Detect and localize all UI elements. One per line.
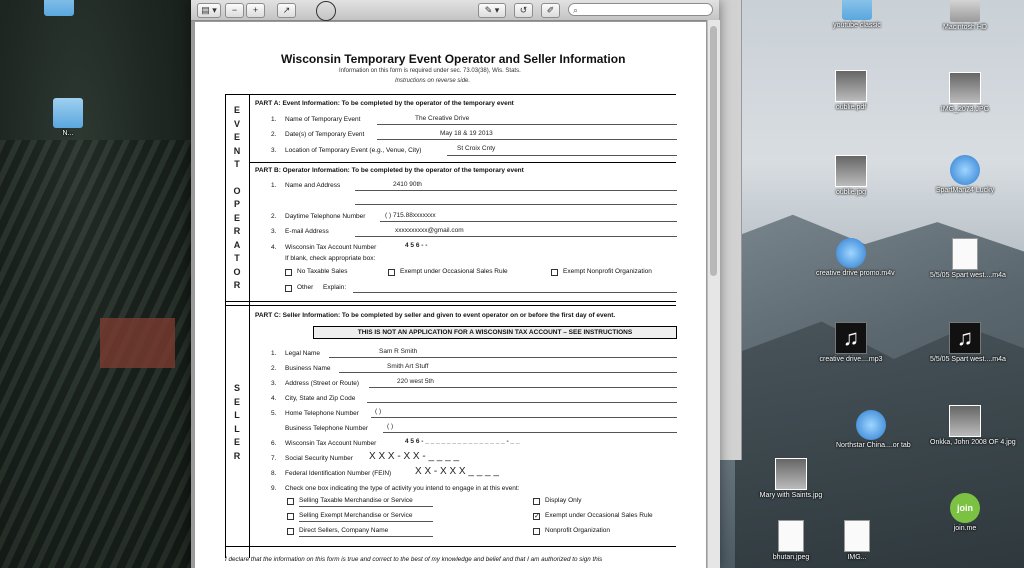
document-icon [844,520,870,552]
nonprofit-label: Exempt Nonprofit Organization [563,268,652,275]
home-phone-field[interactable]: ( ) [375,408,382,415]
rule [225,546,676,547]
field-number: 1. [271,116,277,123]
zip-icon [952,238,978,270]
desktop-icon-oublie-jpg[interactable]: oublie.jpg [816,155,886,197]
desktop-icon-folder-2[interactable]: N... [33,98,103,138]
business-name-field[interactable]: Smith Art Stuff [387,363,429,370]
folder-icon [842,0,872,20]
field-number: 3. [271,147,277,154]
rule [225,301,676,302]
fein-label: Federal Identification Number (FEIN) [285,470,392,477]
desktop-icon-oublie-pdf[interactable]: oublie.pdf [816,70,886,112]
field-number: 4. [271,244,277,251]
if-blank-label: If blank, check appropriate box: [285,255,376,262]
event-location-label: Location of Temporary Event (e.g., Venue, City) [285,147,422,154]
desktop-icon-creative-drive-promo[interactable]: creative drive promo.m4v [816,238,886,278]
nonprofit-organization-label: Nonprofit Organization [545,527,611,534]
operator-name-field[interactable]: 2410 90th [393,181,422,188]
preview-window [191,0,719,568]
explain-label: Explain: [323,284,347,291]
folder-icon [53,98,83,128]
ssn-label: Social Security Number [285,455,353,462]
no-taxable-sales-label: No Taxable Sales [297,268,348,275]
zoom-out-button[interactable]: − [225,3,244,18]
field-underline [339,372,677,373]
field-number: 2. [271,213,277,220]
field-number: 3. [271,228,277,235]
rule [225,94,676,95]
field-number: 1. [271,350,277,357]
annotate-button[interactable]: ✎ ▾ [478,3,506,18]
field-underline [377,139,677,140]
other-checkbox[interactable] [285,285,292,292]
operator-email-label: E-mail Address [285,228,329,235]
field-number: 7. [271,455,277,462]
form-instructions: Instructions on reverse side. [395,78,471,84]
business-name-label: Business Name [285,365,331,372]
join-me-icon: join [950,493,980,523]
event-name-field[interactable]: The Creative Drive [415,115,470,122]
field-underline [371,417,677,418]
field-underline [380,221,677,222]
field-number: 4. [271,395,277,402]
form-subtitle: Information on this form is required under sec. 73.03(38), Wis. Stats. [339,68,521,74]
not-application-banner: THIS IS NOT AN APPLICATION FOR A WISCONSIN TAX ACCOUNT – SEE INSTRUCTIONS [313,326,677,339]
taxable-merchandise-label: Selling Taxable Merchandise or Service [299,497,413,504]
field-number: 1. [271,182,277,189]
edit-button[interactable]: ✐ [541,3,560,18]
field-underline [353,292,677,293]
photo-icon [949,405,981,437]
sidebar-toggle-button[interactable]: ▤ ▾ [197,3,221,18]
checkmark-icon: ✓ [534,513,540,520]
field-number: 2. [271,131,277,138]
field-underline [367,402,677,403]
field-number: 2. [271,365,277,372]
desktop-icon-bhutan[interactable]: bhutan.jpeg [756,520,826,562]
nonprofit-checkbox[interactable] [551,269,558,276]
desktop-icon-mary-with-saints[interactable]: Mary with Saints.jpg [756,458,826,500]
taxable-merchandise-checkbox[interactable] [287,498,294,505]
desktop-icon-spart-west-m4a[interactable]: ♫ 5/5/05 Spart west....m4a [930,322,1000,364]
field-number: 9. [271,485,277,492]
display-only-label: Display Only [545,497,582,504]
form-title: Wisconsin Temporary Event Operator and Seller Information [281,52,626,66]
part-a-heading: PART A: Event Information: To be completed by the operator of the temporary event [255,100,514,107]
app-icon [950,155,980,185]
declaration-text: I declare that the information on this form is true and correct to the best of my knowledge and belief and that I am authorized to sign this [225,556,603,563]
field-underline [355,190,677,191]
occasional-sales-rule-label: Exempt under Occasional Sales Rule [545,512,653,519]
desktop-icon-folder[interactable] [24,0,94,18]
fein-field[interactable]: X X - X X X _ _ _ _ [415,466,499,477]
photo-icon [949,72,981,104]
music-icon: ♫ [835,322,867,354]
field-number: 8. [271,470,277,477]
photo-icon [775,458,807,490]
legal-name-field[interactable]: Sam R Smith [379,348,418,355]
desktop-icon-zip[interactable]: 5/5/05 Spart west....m4a [930,238,1000,280]
folder-icon [44,0,74,16]
desktop-icon-join-me[interactable]: join join.me [930,493,1000,533]
direct-sellers-checkbox[interactable] [287,528,294,535]
field-underline [377,124,677,125]
cursor-highlight [316,1,336,21]
operator-tax-field[interactable]: 4 5 6 - - [405,242,428,249]
desktop-icon-img-2073[interactable]: IMG_2073.JPG [930,72,1000,114]
exempt-merchandise-checkbox[interactable] [287,513,294,520]
field-number: 5. [271,410,277,417]
vertical-scrollbar[interactable] [707,20,720,568]
city-state-zip-label: City, State and Zip Code [285,395,356,402]
address-label: Address (Street or Route) [285,380,360,387]
desktop-icon-onkka-john[interactable]: Onkka, John 2008 OF 4.jpg [930,405,1000,447]
home-phone-label: Home Telephone Number [285,410,359,417]
field-underline [447,155,677,156]
document-icon [778,520,804,552]
event-date-field[interactable]: May 18 & 19 2013 [440,130,493,137]
business-phone-label: Business Telephone Number [285,425,368,432]
part-c-heading: PART C: Seller Information: To be completed by seller and given to event operator on or before the first day of event. [255,312,616,319]
desktop-icon-macintosh-hd[interactable]: Macintosh HD [930,0,1000,32]
exempt-merchandise-label: Selling Exempt Merchandise or Service [299,512,413,519]
rule [225,94,226,558]
occasional-sales-rule-checkbox[interactable] [533,513,540,520]
hard-drive-icon [950,0,980,22]
field-underline [383,432,677,433]
rotate-button[interactable]: ↺ [514,3,533,18]
field-number: 3. [271,380,277,387]
rule [249,94,250,558]
tree-background [0,0,195,568]
operator-name-label: Name and Address [285,182,341,189]
share-button[interactable]: ↗ [277,3,296,18]
document-icon [835,70,867,102]
legal-name-label: Legal Name [285,350,321,357]
desktop-icon-creative-drive-mp3[interactable]: ♫ creative drive....mp3 [816,322,886,364]
part-b-heading: PART B: Operator Information: To be completed by the operator of the temporary event [255,167,524,174]
field-underline [355,204,677,205]
rule [249,162,676,163]
field-underline [329,357,677,358]
business-phone-field[interactable]: ( ) [387,423,394,430]
desktop-icon-img[interactable]: IMG... [822,520,892,562]
field-number: 6. [271,440,277,447]
seller-tax-field[interactable]: 4 5 6 - _ _ _ _ _ _ _ _ _ _ _ _ _ _ _ - _ _ [405,438,520,445]
music-icon: ♫ [949,322,981,354]
search-input[interactable] [568,3,713,16]
zoom-in-button[interactable]: + [246,3,265,18]
photo-icon [835,155,867,187]
operator-phone-field[interactable]: ( ) 715.88xxxxxxx [385,212,436,219]
desktop-icon-northstar[interactable]: Northstar China....or tab [836,410,906,450]
field-underline [299,506,433,507]
direct-sellers-label: Direct Sellers, Company Name [299,527,389,534]
operator-phone-label: Daytime Telephone Number [285,213,366,220]
event-location-field[interactable]: St Croix Cnty [457,145,496,152]
roof-background [100,318,175,368]
side-label-seller: S E L L E R [233,383,241,461]
desktop-icon-spartman[interactable]: SpartMan24 Lucky [930,155,1000,195]
field-underline [299,536,433,537]
field-underline [369,387,677,388]
operator-email-field[interactable]: xxxxxxxxxx@gmail.com [395,227,464,234]
side-label-event-operator: E V E N T O P E R A T O R [233,105,241,290]
desktop-icon-youtube[interactable]: youtube classic [822,0,892,30]
other-label: Other [297,284,314,291]
nonprofit-organization-checkbox[interactable] [533,528,540,535]
event-name-label: Name of Temporary Event [285,116,361,123]
search-icon: ⌕ [573,5,579,15]
field-underline [299,521,433,522]
activity-question: Check one box indicating the type of activity you intend to engage in at this event: [285,485,520,492]
occasional-sales-label: Exempt under Occasional Sales Rule [400,268,508,275]
viewer-toolbar [191,0,719,21]
quicktime-icon [836,238,866,268]
quicktime-icon [856,410,886,440]
operator-tax-label: Wisconsin Tax Account Number [285,244,377,251]
no-taxable-sales-checkbox[interactable] [285,269,292,276]
background-window-edge [719,0,742,460]
display-only-checkbox[interactable] [533,498,540,505]
ssn-field[interactable]: X X X - X X - _ _ _ _ [369,451,460,462]
scroll-thumb[interactable] [710,26,717,276]
field-underline [355,236,677,237]
occasional-sales-checkbox[interactable] [388,269,395,276]
seller-tax-label: Wisconsin Tax Account Number [285,440,377,447]
event-date-label: Date(s) of Temporary Event [285,131,365,138]
document-page [195,22,706,568]
address-field[interactable]: 220 west 5th [397,378,434,385]
rule [225,305,676,306]
